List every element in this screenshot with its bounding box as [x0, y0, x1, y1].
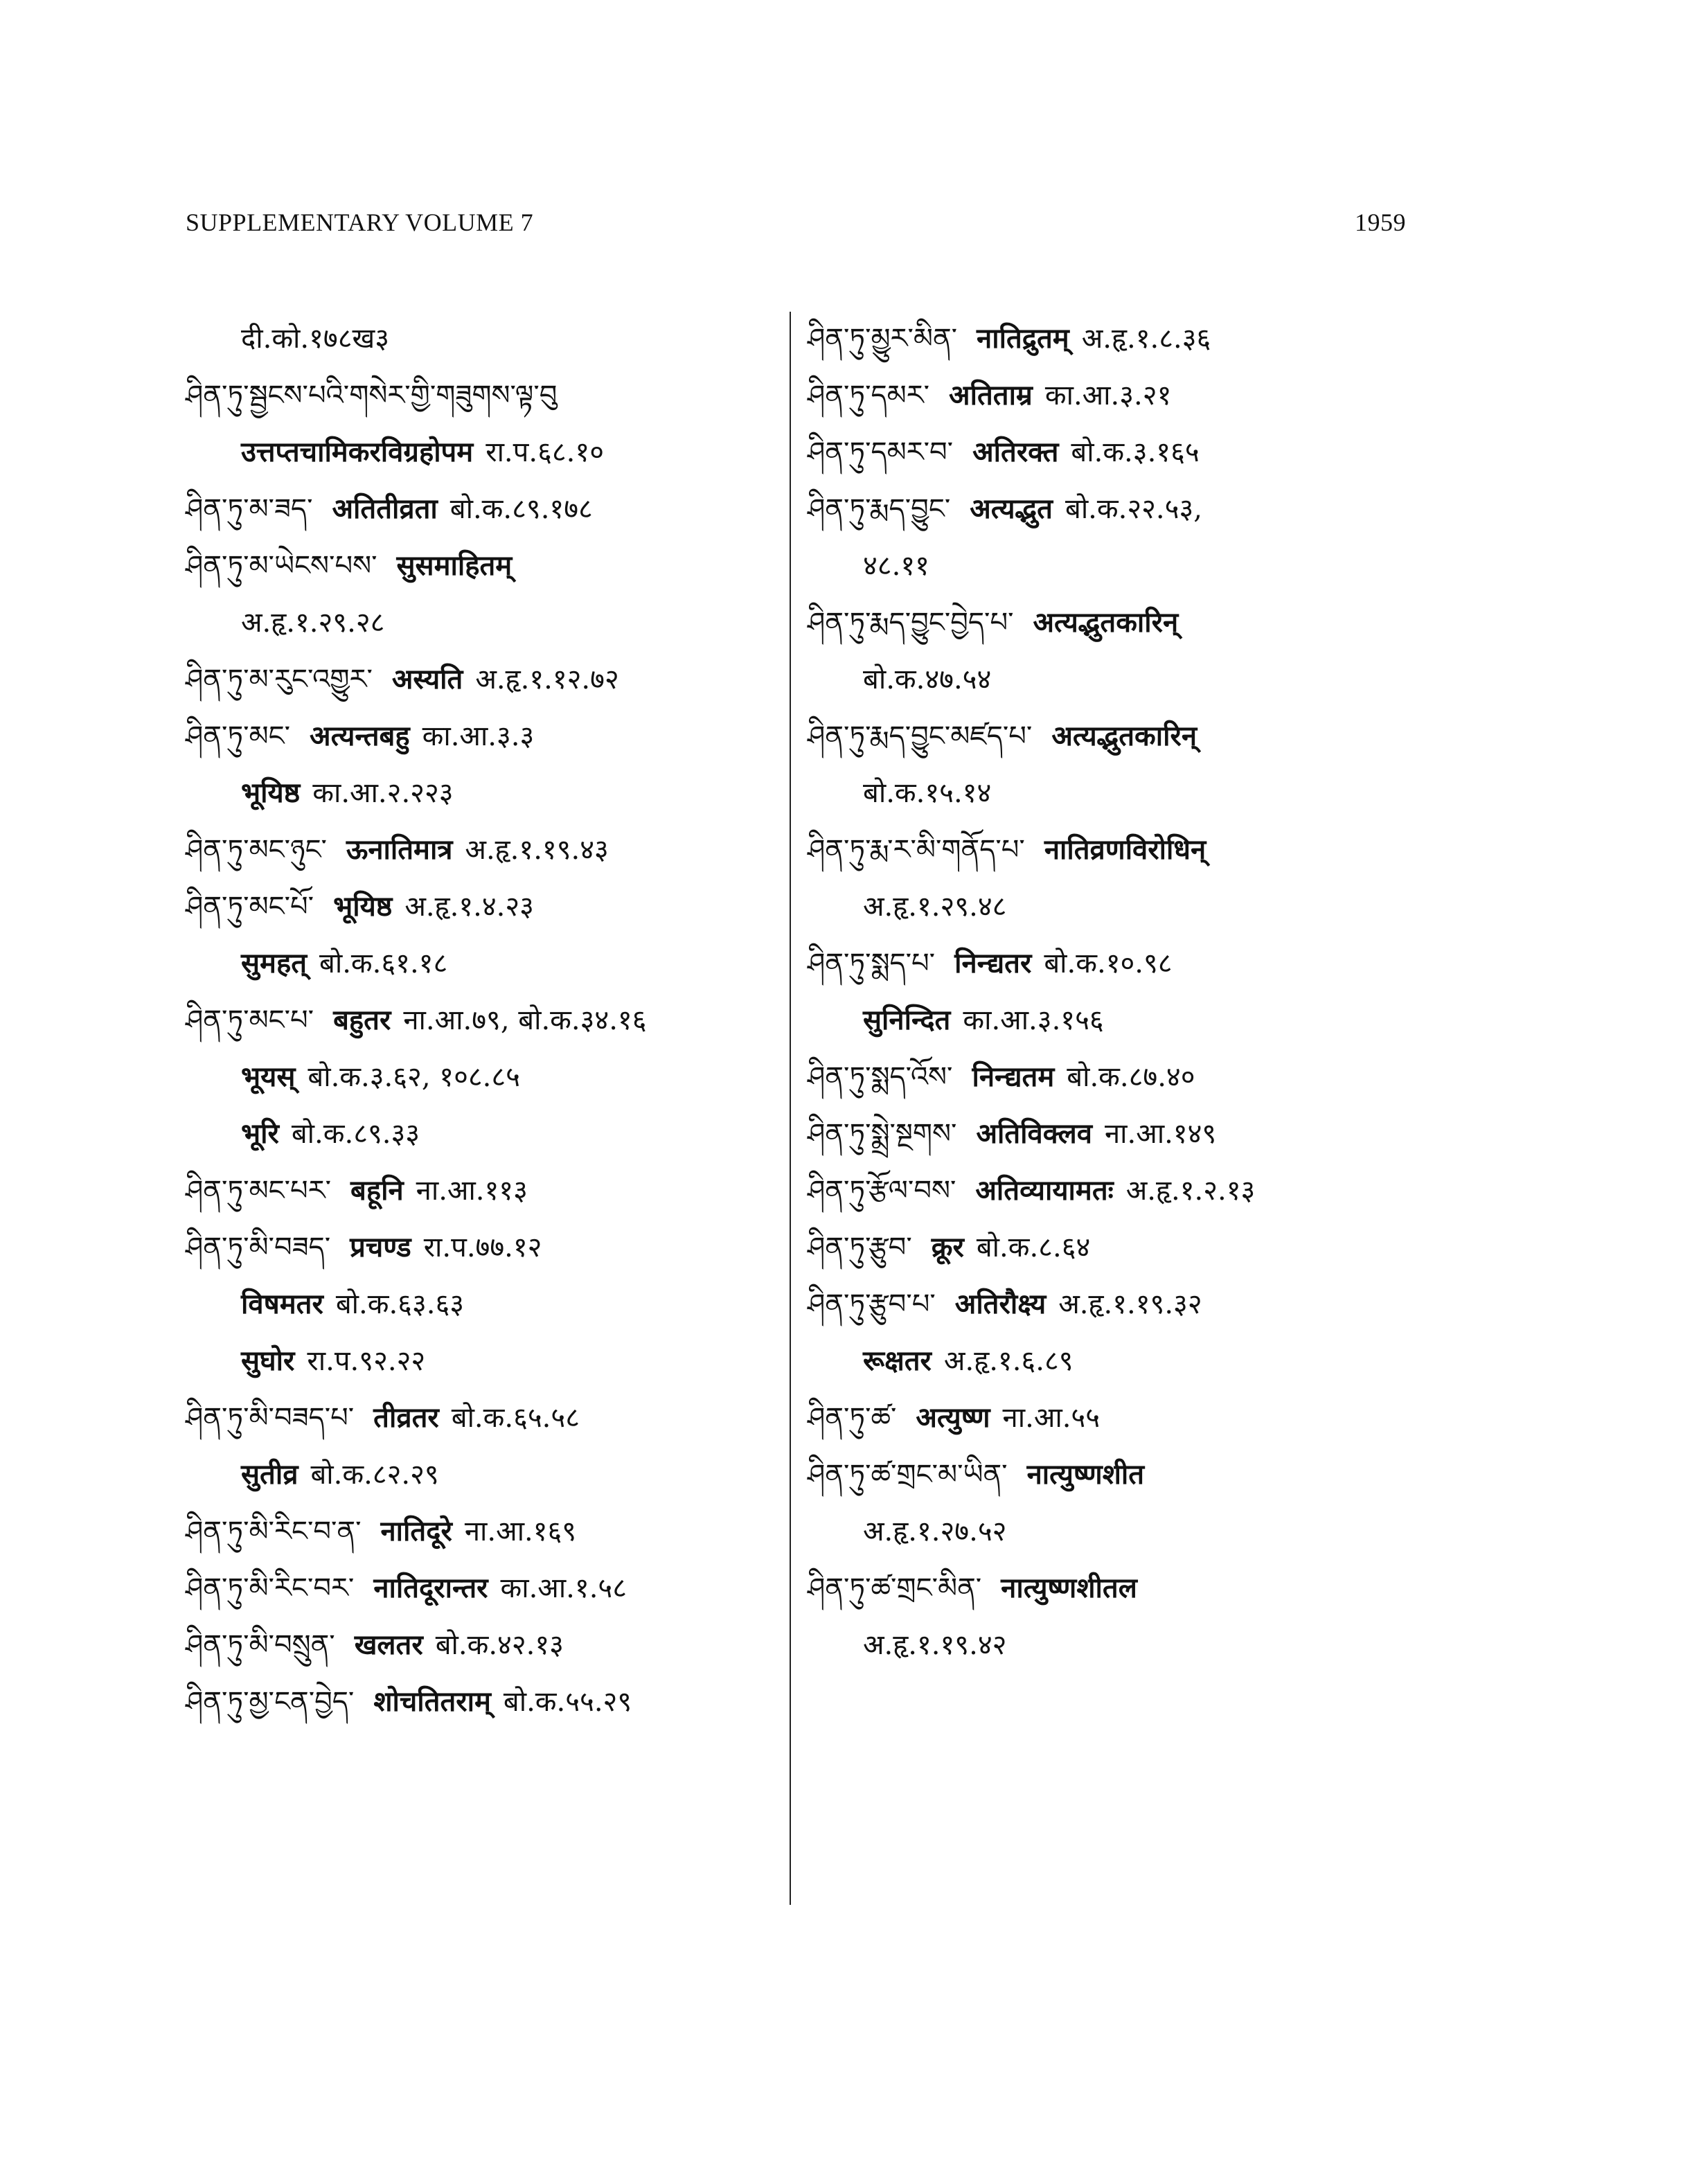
dictionary-entry	[808, 1276, 1431, 1333]
sanskrit-equivalent: अतिरौक्ष्य	[954, 1288, 1047, 1320]
source-reference: ना.आ.११३	[416, 1175, 528, 1207]
source-reference: बो.क.४७.५४	[863, 664, 992, 695]
dictionary-entry	[808, 1560, 1431, 1617]
dictionary-entry	[808, 1049, 1431, 1106]
dictionary-entry	[808, 424, 1431, 481]
dictionary-entry	[808, 651, 1431, 708]
dictionary-entry	[808, 310, 1431, 367]
source-reference: अ.हृ.१.६.८९	[943, 1345, 1074, 1377]
sanskrit-equivalent: भूयिष्ठ	[241, 776, 301, 809]
dictionary-entry	[186, 538, 809, 594]
running-title: SUPPLEMENTARY VOLUME 7	[186, 208, 534, 236]
source-reference: बो.क.२२.५३,	[1065, 493, 1202, 525]
tibetan-headword: ཤིན་ཏུ་མང་	[186, 720, 291, 752]
source-reference: बो.क.८७.४०	[1067, 1061, 1195, 1093]
tibetan-headword: ཤིན་ཏུ་མི་རིང་བ་ན་	[186, 1516, 362, 1547]
dictionary-entry	[808, 481, 1431, 538]
tibetan-headword: ཤིན་ཏུ་མང་ཉུང་	[186, 834, 327, 866]
tibetan-headword: ཤིན་ཏུ་རྨད་བྱུང་བྱེད་པ་	[808, 607, 1014, 639]
dictionary-entry	[186, 651, 809, 708]
source-reference: का.आ.३.३	[422, 720, 535, 752]
dictionary-entry	[808, 935, 1431, 992]
source-reference: रा.प.९२.२२	[307, 1345, 426, 1377]
dictionary-entry	[186, 992, 809, 1049]
source-reference: अ.हृ.१.२.१३	[1125, 1175, 1256, 1207]
tibetan-headword: ཤིན་ཏུ་དམར་	[808, 380, 930, 411]
source-reference: बो.क.१०.९८	[1044, 948, 1173, 979]
tibetan-headword: ཤིན་ཏུ་མ་ཡེངས་པས་	[186, 550, 377, 582]
dictionary-entry	[186, 1106, 809, 1162]
tibetan-headword: ཤིན་ཏུ་མང་པ་	[186, 1004, 314, 1036]
dictionary-entry	[808, 538, 1431, 594]
source-reference: बो.क.३.१६५	[1071, 436, 1200, 468]
dictionary-entry	[808, 1617, 1431, 1673]
tibetan-headword: ཤིན་ཏུ་མི་རིང་བར་	[186, 1572, 355, 1604]
sanskrit-equivalent: सुघोर	[241, 1344, 295, 1377]
dictionary-entry	[186, 1390, 809, 1446]
source-reference: अ.हृ.१.२९.२८	[241, 607, 385, 639]
sanskrit-equivalent: भूरि	[241, 1117, 279, 1150]
source-reference: बो.क.८९.१७८	[449, 493, 593, 525]
right-column	[808, 310, 1431, 1673]
dictionary-entry	[186, 878, 809, 935]
dictionary-entry	[186, 1673, 809, 1730]
source-reference: अ.हृ.१.४.२३	[404, 891, 534, 923]
dictionary-entry	[186, 765, 809, 822]
dictionary-entry	[808, 708, 1431, 765]
dictionary-entry	[808, 765, 1431, 822]
tibetan-headword: ཤིན་ཏུ་མྱ་ངན་བྱེད་	[186, 1686, 355, 1718]
tibetan-headword: ཤིན་ཏུ་མ་རུང་འགྱུར་	[186, 664, 373, 695]
dictionary-entry	[808, 822, 1431, 878]
dictionary-entry	[808, 878, 1431, 935]
dictionary-entry	[186, 1276, 809, 1333]
sanskrit-equivalent: सुतीव्र	[241, 1458, 299, 1491]
source-reference: ना.आ.१४९	[1104, 1118, 1217, 1150]
tibetan-headword: ཤིན་ཏུ་རྩུབ་པ་	[808, 1288, 936, 1320]
sanskrit-equivalent: भूयिष्ठ	[333, 890, 393, 923]
dictionary-entry	[186, 1617, 809, 1673]
source-reference: रा.प.६८.१०	[486, 436, 604, 468]
source-reference: अ.हृ.१.१२.७२	[475, 664, 619, 695]
tibetan-headword: ཤིན་ཏུ་མྱུར་མིན་	[808, 323, 958, 355]
sanskrit-equivalent: नात्युष्णशीत	[1026, 1458, 1145, 1491]
sanskrit-equivalent: अत्युष्ण	[916, 1401, 990, 1434]
sanskrit-equivalent: अतितीव्रता	[332, 492, 438, 525]
dictionary-entry	[186, 1219, 809, 1276]
sanskrit-equivalent: नातिदूरान्तर	[373, 1572, 488, 1604]
source-reference: बो.क.१५.१४	[863, 777, 992, 809]
sanskrit-equivalent: नातिदूरे	[380, 1515, 452, 1547]
sanskrit-equivalent: नातिव्रणविरोधिन्	[1044, 833, 1206, 866]
source-reference: अ.हृ.१.२९.४८	[863, 891, 1007, 923]
source-reference: बो.क.६३.६३	[335, 1288, 465, 1320]
source-reference: बो.क.५५.२९	[503, 1686, 632, 1718]
source-reference: अ.हृ.१.२७.५२	[863, 1516, 1007, 1547]
dictionary-entry	[808, 1106, 1431, 1162]
tibetan-headword: ཤིན་ཏུ་མི་བསྲུན་	[186, 1629, 335, 1661]
tibetan-headword: ཤིན་ཏུ་མང་པོ་	[186, 891, 314, 923]
sanskrit-equivalent: ऊनातिमात्र	[346, 833, 453, 866]
source-reference: अ.हृ.१.८.३६	[1081, 323, 1211, 355]
dictionary-entry	[186, 1162, 809, 1219]
source-reference: ना.आ.१६९	[464, 1516, 577, 1547]
sanskrit-equivalent: रूक्षतर	[863, 1344, 932, 1377]
source-reference: अ.हृ.१.१९.३२	[1058, 1288, 1202, 1320]
sanskrit-equivalent: क्रूर	[931, 1231, 964, 1263]
tibetan-headword: ཤིན་ཏུ་རྩོལ་བས་	[808, 1175, 956, 1207]
dictionary-entry	[186, 1446, 809, 1503]
dictionary-entry	[808, 594, 1431, 651]
column-divider	[790, 312, 791, 1905]
sanskrit-equivalent: तीव्रतर	[373, 1401, 439, 1434]
source-reference: अ.हृ.१.१९.४२	[863, 1629, 1007, 1661]
sanskrit-equivalent: सुनिन्दित	[863, 1004, 951, 1036]
source-reference: अ.हृ.१.१९.४३	[465, 834, 609, 866]
tibetan-headword: ཤིན་ཏུ་རྨད་བྱུང་	[808, 493, 951, 525]
source-reference: ना.आ.७९, बो.क.३४.१६	[403, 1004, 647, 1036]
sanskrit-equivalent: निन्द्यतम	[972, 1060, 1055, 1093]
source-reference: बो.क.८.६४	[976, 1232, 1091, 1263]
dictionary-entry	[808, 1162, 1431, 1219]
source-reference: का.आ.१.५८	[500, 1572, 627, 1604]
dictionary-entry	[186, 935, 809, 992]
tibetan-headword: ཤིན་ཏུ་སྨད་འོས་	[808, 1061, 953, 1093]
source-reference: का.आ.२.२२३	[312, 777, 454, 809]
sanskrit-equivalent: अत्यद्भुतकारिन्	[1051, 720, 1197, 752]
dictionary-entry	[186, 1333, 809, 1390]
dictionary-entry	[186, 822, 809, 878]
dictionary-entry	[808, 1219, 1431, 1276]
tibetan-headword: ཤིན་ཏུ་མ་ཟད་	[186, 493, 313, 525]
sanskrit-equivalent: निन्द्यतर	[954, 947, 1032, 979]
tibetan-headword: ཤིན་ཏུ་ཚ་	[808, 1402, 897, 1434]
sanskrit-equivalent: अतिताम्र	[949, 379, 1033, 411]
source-reference: बो.क.८९.३३	[291, 1118, 420, 1150]
page-number: 1959	[1355, 208, 1406, 236]
dictionary-entry	[808, 1333, 1431, 1390]
tibetan-headword: ཤིན་ཏུ་སྦྱངས་པའི་གསེར་གྱི་གཟུགས་ལྟ་བུ	[186, 380, 558, 411]
tibetan-headword: ཤིན་ཏུ་རྨད་བྱུང་མཛད་པ་	[808, 720, 1033, 752]
dictionary-entry	[186, 594, 809, 651]
source-reference: ना.आ.५५	[1002, 1402, 1101, 1434]
tibetan-headword: ཤིན་ཏུ་ཚ་གྲང་མིན་	[808, 1572, 982, 1604]
dictionary-entry	[186, 367, 809, 424]
sanskrit-equivalent: शोचतितराम्	[373, 1685, 491, 1718]
dictionary-entry	[186, 481, 809, 538]
sanskrit-equivalent: प्रचण्ड	[350, 1231, 411, 1263]
sanskrit-equivalent: अत्यन्तबहु	[310, 720, 410, 752]
sanskrit-equivalent: अतिव्यायामतः	[975, 1174, 1114, 1207]
dictionary-entry	[186, 1560, 809, 1617]
tibetan-headword: ཤིན་ཏུ་སྨད་པ་	[808, 948, 936, 979]
sanskrit-equivalent: अतिरक्त	[972, 436, 1059, 468]
dictionary-entry	[186, 1049, 809, 1106]
dictionary-entry	[808, 992, 1431, 1049]
dictionary-entry	[808, 367, 1431, 424]
sanskrit-equivalent: अतिविक्लव	[976, 1117, 1092, 1150]
source-reference: बो.क.३.६२, १०८.८५	[308, 1061, 520, 1093]
source-reference: बो.क.६५.५८	[451, 1402, 580, 1434]
source-reference: का.आ.३.१५६	[963, 1004, 1104, 1036]
tibetan-headword: ཤིན་ཏུ་རྩུབ་	[808, 1232, 912, 1263]
tibetan-headword: ཤིན་ཏུ་མི་བཟད་པ་	[186, 1402, 355, 1434]
tibetan-headword: ཤིན་ཏུ་སྨྲེ་སྔགས་	[808, 1118, 957, 1150]
sanskrit-equivalent: खलतर	[354, 1628, 423, 1661]
dictionary-entry	[808, 1446, 1431, 1503]
dictionary-entry	[186, 424, 809, 481]
sanskrit-equivalent: अत्यद्भुत	[970, 492, 1053, 525]
left-column	[186, 310, 809, 1730]
sanskrit-equivalent: सुसमाहितम्	[396, 549, 513, 582]
dictionary-entry	[186, 310, 809, 367]
sanskrit-equivalent: बहूनि	[350, 1174, 404, 1207]
source-reference: का.आ.३.२१	[1044, 380, 1172, 411]
tibetan-headword: ཤིན་ཏུ་མི་བཟད་	[186, 1232, 331, 1263]
dictionary-entry	[808, 1390, 1431, 1446]
dictionary-entry	[186, 1503, 809, 1560]
sanskrit-equivalent: अत्यद्भुतकारिन्	[1033, 606, 1179, 639]
tibetan-headword: ཤིན་ཏུ་དམར་བ་	[808, 436, 954, 468]
source-reference: दी.को.१७८ख३	[241, 323, 390, 355]
sanskrit-equivalent: अस्यति	[391, 663, 463, 695]
source-reference: रा.प.७७.१२	[423, 1232, 542, 1263]
source-reference: बो.क.४२.१३	[435, 1629, 564, 1661]
sanskrit-equivalent: सुमहत्	[241, 947, 307, 979]
dictionary-entry	[186, 708, 809, 765]
source-reference: बो.क.६१.१८	[319, 948, 448, 979]
sanskrit-equivalent: नातिद्रुतम्	[977, 322, 1069, 355]
sanskrit-equivalent: नात्युष्णशीतल	[1001, 1572, 1137, 1604]
source-reference: बो.क.८२.२९	[310, 1459, 439, 1491]
sanskrit-equivalent: बहुतर	[333, 1004, 391, 1036]
tibetan-headword: ཤིན་ཏུ་ཚ་གྲང་མ་ཡིན་	[808, 1459, 1008, 1491]
tibetan-headword: ཤིན་ཏུ་མང་པར་	[186, 1175, 331, 1207]
dictionary-entry	[808, 1503, 1431, 1560]
sanskrit-equivalent: उत्तप्तचामिकरविग्रहोपम	[241, 436, 474, 468]
tibetan-headword: ཤིན་ཏུ་རྨ་ར་མི་གནོད་པ་	[808, 834, 1025, 866]
source-reference: ४८.११	[863, 550, 929, 582]
sanskrit-equivalent: भूयस्	[241, 1060, 296, 1093]
sanskrit-equivalent: विषमतर	[241, 1288, 323, 1320]
